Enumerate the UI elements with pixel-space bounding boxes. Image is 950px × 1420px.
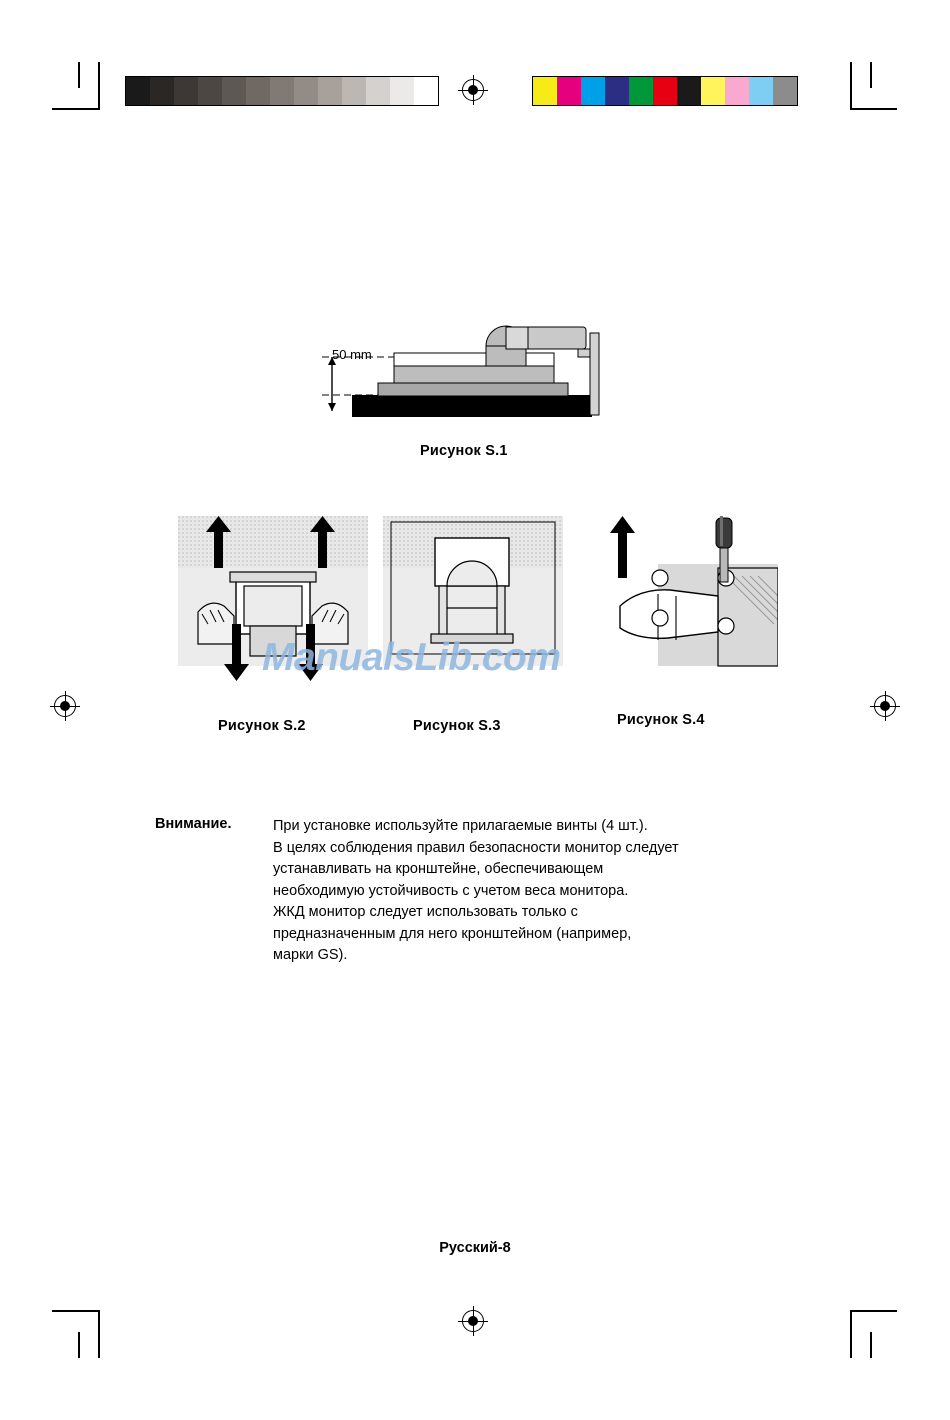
color-swatch — [773, 77, 797, 105]
grayscale-swatch — [270, 77, 294, 105]
caution-line: устанавливать на кронштейне, обеспечивающем — [273, 861, 604, 877]
crop-mark-top-right-v — [850, 62, 852, 110]
watermark: ManualsLib.com — [262, 636, 561, 679]
caution-line: При установке используйте прилагаемые винты (4 шт.). — [273, 818, 648, 834]
grayscale-swatch — [222, 77, 246, 105]
crop-mark-top-right-v2 — [870, 62, 872, 88]
grayscale-swatch — [366, 77, 390, 105]
registration-mark-left — [54, 695, 76, 717]
figure-s4 — [598, 516, 778, 666]
color-swatch — [677, 77, 701, 105]
color-swatch — [749, 77, 773, 105]
grayscale-swatch — [174, 77, 198, 105]
grayscale-swatch — [294, 77, 318, 105]
crop-mark-top-left-v2 — [78, 62, 80, 88]
figure-s1 — [310, 305, 650, 440]
figure-group-s2-s3-s4 — [178, 516, 778, 676]
caution-line: ЖКД монитор следует использовать только с — [273, 904, 578, 920]
caution-line: предназначенным для него кронштейном (например, — [273, 925, 632, 942]
caution-line: марки GS). — [273, 947, 348, 963]
caution-text — [273, 816, 815, 967]
crop-mark-bottom-right-v2 — [870, 1332, 872, 1358]
grayscale-swatch — [390, 77, 414, 105]
grayscale-swatch — [126, 77, 150, 105]
figure-s3-caption: Рисунок S.3 — [413, 718, 501, 734]
grayscale-swatch — [342, 77, 366, 105]
color-swatch — [653, 77, 677, 105]
crop-mark-bottom-left-v — [98, 1310, 100, 1358]
figure-s2-caption: Рисунок S.2 — [218, 718, 306, 734]
grayscale-swatch — [246, 77, 270, 105]
color-swatch — [533, 77, 557, 105]
crop-mark-top-right-h — [851, 108, 897, 110]
color-calibration-bar — [532, 76, 798, 106]
crop-mark-bottom-left-v2 — [78, 1332, 80, 1358]
color-swatch — [725, 77, 749, 105]
caution-line: В целях соблюдения правил безопасности монитор следует — [273, 839, 679, 856]
color-swatch — [581, 77, 605, 105]
figure-s1-caption: Рисунок S.1 — [420, 443, 508, 459]
figure-s3 — [383, 516, 563, 666]
figure-s4-caption: Рисунок S.4 — [617, 712, 705, 728]
grayscale-swatch — [150, 77, 174, 105]
caution-label: Внимание. — [155, 816, 232, 832]
grayscale-swatch — [198, 77, 222, 105]
figure-s2 — [178, 516, 368, 681]
grayscale-swatch — [318, 77, 342, 105]
crop-mark-top-left-v — [98, 62, 100, 110]
color-swatch — [629, 77, 653, 105]
crop-mark-bottom-right-h — [851, 1310, 897, 1312]
grayscale-swatch — [414, 77, 438, 105]
caution-line: необходимую устойчивость с учетом веса монитора. — [273, 882, 629, 899]
page-footer: Русский-8 — [439, 1240, 511, 1256]
crop-mark-top-left-h — [52, 108, 98, 110]
caution-note — [155, 816, 815, 967]
crop-mark-bottom-right-v — [850, 1310, 852, 1358]
registration-mark-top — [462, 79, 484, 101]
registration-mark-right — [874, 695, 896, 717]
grayscale-calibration-bar — [125, 76, 439, 106]
crop-mark-bottom-left-h — [52, 1310, 98, 1312]
color-swatch — [557, 77, 581, 105]
registration-mark-bottom — [462, 1310, 484, 1332]
color-swatch — [605, 77, 629, 105]
color-swatch — [701, 77, 725, 105]
figure-s1-dimension-label: 50 mm — [332, 347, 372, 362]
